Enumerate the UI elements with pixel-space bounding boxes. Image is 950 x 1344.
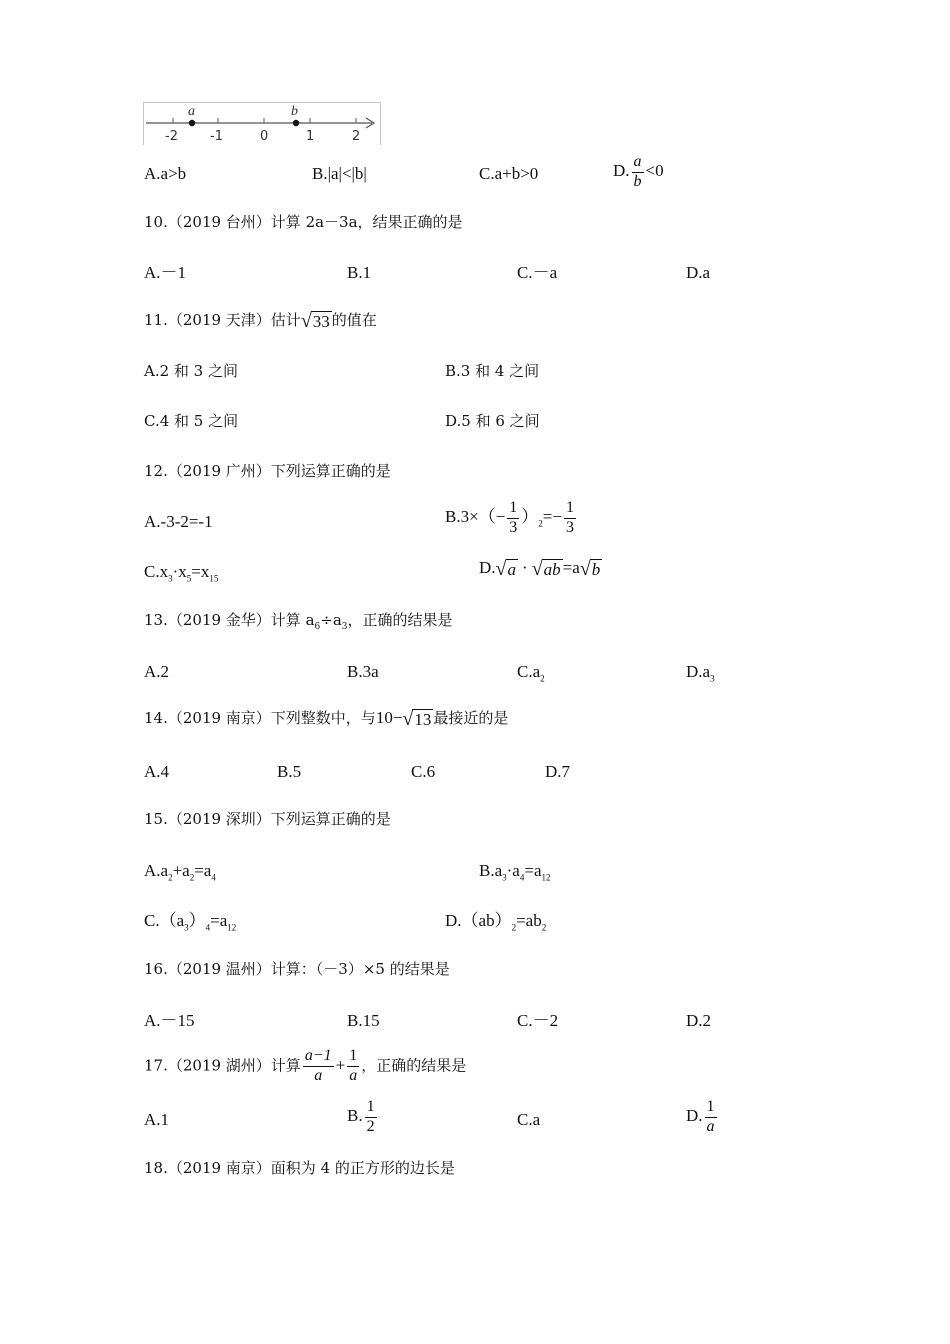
q10-option-a: A.－1 [144,263,187,282]
q13-stem: 13.（2019 金华）计算 $a_6\div a_3$，正确的结果是 [144,611,453,632]
q10-option-c: C.－a [517,263,558,282]
q15-option-b: $B.a_3\cdot a_4=a_{12}$ [479,861,551,883]
q11-option-b: B.3 和 4 之间 [445,362,540,380]
point-b-dot [293,120,299,126]
q12-stem: 12.（2019 广州）下列运算正确的是 [144,462,391,480]
q11-stem: 11.（2019 天津）估计 √ 33 的值在 [144,310,377,332]
q18-stem: 18.（2019 南京）面积为 4 的正方形的边长是 [144,1159,455,1177]
number-line-svg [144,103,380,145]
q10-stem: 10.（2019 台州）计算 2a－3a，结果正确的是 [144,213,463,231]
q11-option-d: D.5 和 6 之间 [445,412,540,430]
q12-option-a: A.-3-2=-1 [144,512,213,531]
tick-label: 2 [352,129,361,144]
sqrt-expression: √ 33 [300,310,330,332]
q14-stem: 14.（2019 南京）下列整数中，与10− √ 13 最接近的是 [144,708,509,730]
q15-stem: 15.（2019 深圳）下列运算正确的是 [144,810,391,828]
point-a-dot [189,120,195,126]
q15-option-a: $A.a_2+a_2=a_4$ [144,861,216,883]
q11-option-a: A.2 和 3 之间 [144,362,238,380]
fraction-denominator: b [633,172,642,190]
q16-option-b: B.15 [347,1011,380,1030]
q14-option-c: C.6 [411,762,436,781]
option-label: D. [613,161,630,181]
q15-option-d: $D.(ab)_2=ab_2$ [445,911,547,933]
q9-option-d [613,154,664,191]
q14-option-b: B.5 [277,762,302,781]
q13-option-b: B.3a [347,662,379,681]
tick-label: -2 [165,129,178,144]
q10-option-d: D.a [686,263,711,282]
q9-option-a: A.a>b [144,164,187,183]
q16-option-c: C.－2 [517,1011,559,1030]
q11-option-c: C.4 和 5 之间 [144,412,239,430]
q13-option-d: $D.a_3$ [686,662,715,684]
q16-option-a: A.－15 [144,1011,195,1030]
q10-option-b: B.1 [347,263,372,282]
relation-text: <0 [645,161,664,181]
q13-option-c: $C.a_2$ [517,662,545,684]
point-b-label: b [291,104,298,119]
fraction-numerator: a [632,154,644,173]
point-a-label: a [188,104,195,119]
q17-option-c: C.a [517,1110,541,1129]
q17-option-b: B. $\frac{1}{2}$ [347,1098,375,1135]
tick-label: 0 [260,129,269,144]
q15-option-c: $C.(a_3)_4=a_{12}$ [144,911,237,933]
q9-option-c: C.a+b>0 [479,164,539,183]
q16-option-d: D.2 [686,1011,712,1030]
q12-option-c: $C.x_3\cdot x_5=x_{15}$ [144,562,219,584]
q17-option-d: D. $\frac{1}{a}$ [686,1098,715,1135]
q17-option-a: A.1 [144,1110,170,1129]
q14-option-a: A.4 [144,762,170,781]
q14-option-d: D.7 [545,762,571,781]
tick-label: -1 [210,129,223,144]
q16-stem: 16.（2019 温州）计算：（－3）×5 的结果是 [144,960,450,978]
q9-option-b: B.|a|<|b| [312,164,367,183]
q13-option-a: A.2 [144,662,170,681]
tick-label: 1 [306,129,315,144]
q17-stem: 17.（2019 湖州）计算 $\frac{a-1}{a}$ + $\frac{1}{a}$ ，正确的结果是 [144,1047,467,1084]
q12-option-d: D. √ a · √ ab =a √ b [479,558,601,581]
number-line-figure [143,102,381,145]
q12-option-b: B.3×（− $\frac{1}{3}$ ）$_2=-$ $\frac{1}{3}$ [445,499,574,536]
